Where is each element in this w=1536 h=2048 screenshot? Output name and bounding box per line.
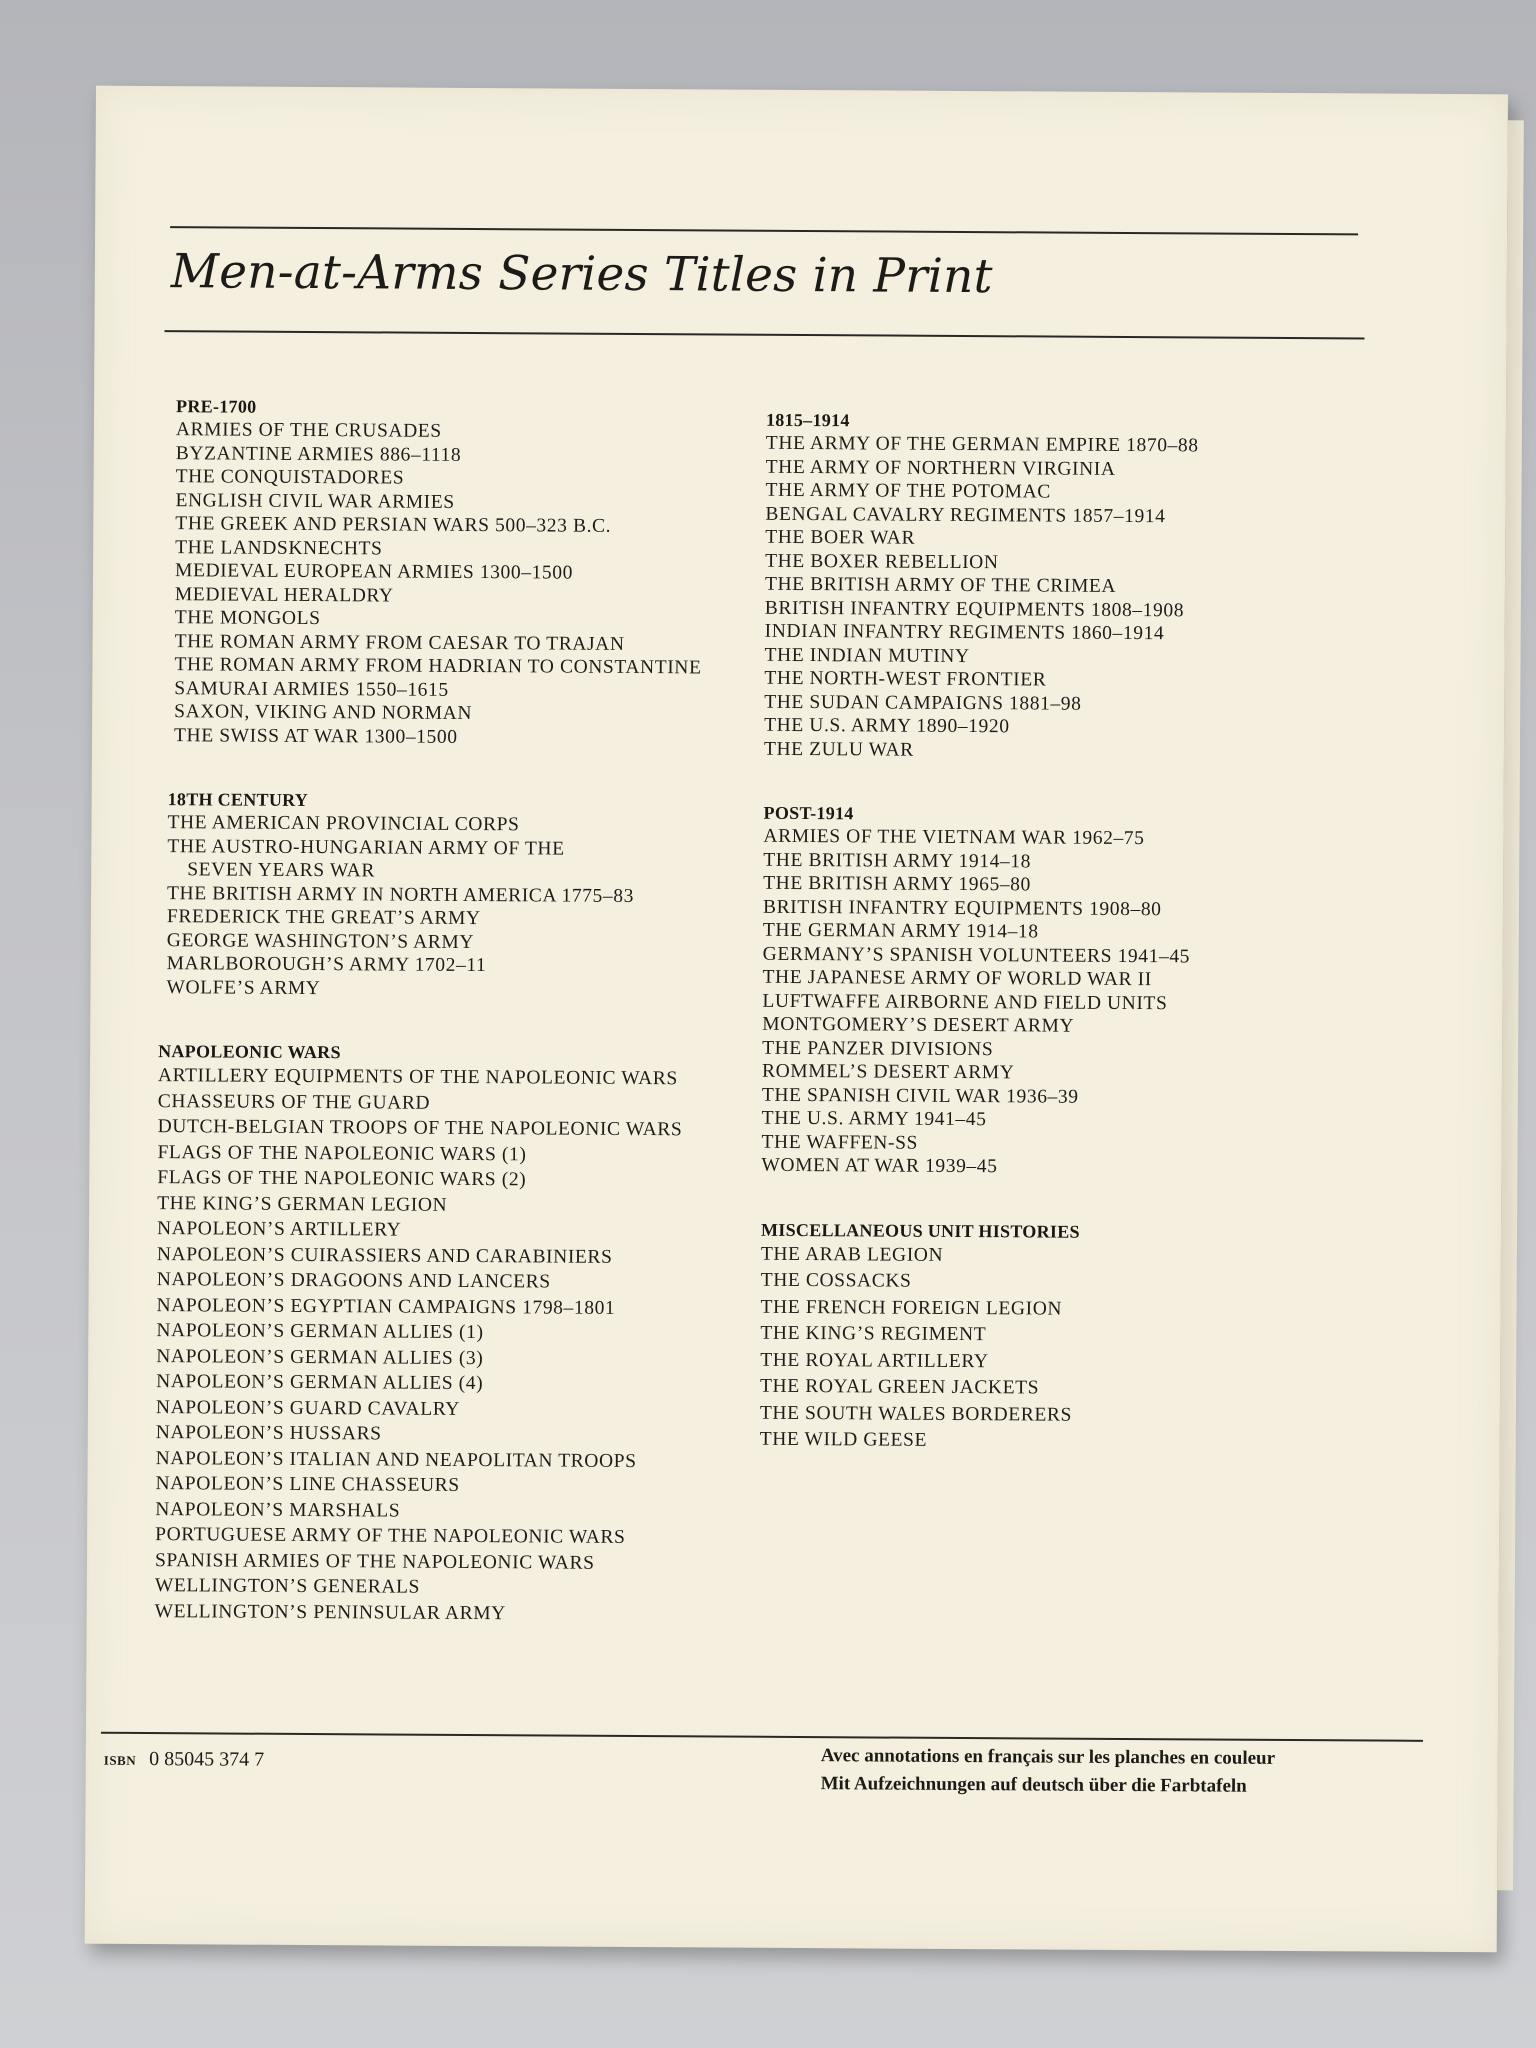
book-title: ARMIES OF THE CRUSADES (175, 419, 442, 442)
book-title: GERMANY’S SPANISH VOLUNTEERS 1941–45 (762, 943, 1191, 967)
book-title: THE MONGOLS (174, 607, 321, 630)
book-title: PORTUGUESE ARMY OF THE NAPOLEONIC WARS (155, 1524, 626, 1548)
language-notes (821, 1742, 1276, 1801)
book-back-cover (85, 86, 1508, 1953)
footer-rule (101, 1732, 1423, 1742)
title-list (761, 825, 1303, 1181)
book-title: THE WILD GEESE (759, 1428, 928, 1451)
book-title: NAPOLEON’S GERMAN ALLIES (1) (156, 1320, 484, 1344)
book-title: THE CONQUISTADORES (175, 466, 405, 489)
book-title: THE NORTH-WEST FRONTIER (764, 667, 1047, 691)
isbn-label: ISBN (103, 1752, 137, 1768)
book-title: NAPOLEON’S EGYPTIAN CAMPAIGNS 1798–1801 (156, 1294, 616, 1319)
title-list (155, 1063, 750, 1628)
isbn-number: 0 85045 374 7 (149, 1748, 265, 1771)
book-title: THE ROYAL GREEN JACKETS (760, 1375, 1040, 1399)
title-list (764, 432, 1306, 764)
book-title: ENGLISH CIVIL WAR ARMIES (175, 489, 455, 513)
book-title: THE JAPANESE ARMY OF WORLD WAR II (762, 966, 1152, 991)
title-list (760, 1241, 1301, 1456)
book-title: FLAGS OF THE NAPOLEONIC WARS (1) (157, 1141, 527, 1165)
book-title: THE ROMAN ARMY FROM CAESAR TO TRAJAN (174, 630, 625, 655)
section-napoleonic-wars (107, 1041, 751, 1628)
book-title: WELLINGTON’S GENERALS (154, 1575, 421, 1598)
book-title: THE SUDAN CAMPAIGNS 1881–98 (764, 691, 1082, 715)
book-title: THE ARAB LEGION (760, 1243, 944, 1266)
book-title: NAPOLEON’S GERMAN ALLIES (3) (156, 1345, 484, 1369)
top-rule (170, 226, 1358, 235)
book-title: THE SPANISH CIVIL WAR 1936–39 (761, 1084, 1079, 1108)
book-title: THE BRITISH ARMY 1965–80 (763, 872, 1031, 896)
section-1815-1914 (764, 410, 1306, 764)
book-title: NAPOLEON’S HUSSARS (155, 1422, 382, 1445)
book-title: THE ARMY OF NORTHERN VIRGINIA (765, 456, 1116, 480)
book-title: SAXON, VIKING AND NORMAN (174, 701, 473, 724)
book-title: MEDIEVAL HERALDRY (174, 583, 394, 607)
book-title: ARTILLERY EQUIPMENTS OF THE NAPOLEONIC WARS (157, 1065, 678, 1090)
section-heading: POST-1914 (763, 802, 854, 824)
book-title: THE AUSTRO-HUNGARIAN ARMY OF THE (167, 835, 565, 860)
section-heading: NAPOLEONIC WARS (158, 1041, 341, 1063)
book-title: LUFTWAFFE AIRBORNE AND FIELD UNITS (762, 990, 1168, 1014)
book-title: SEVEN YEARS WAR (187, 859, 376, 882)
book-title: NAPOLEON’S ITALIAN AND NEAPOLITAN TROOPS (155, 1447, 637, 1472)
book-title: THE PANZER DIVISIONS (762, 1037, 994, 1060)
book-title: FREDERICK THE GREAT’S ARMY (166, 906, 481, 930)
section-heading: PRE-1700 (175, 396, 257, 417)
left-column (106, 396, 754, 1670)
book-title: THE GERMAN ARMY 1914–18 (762, 919, 1039, 943)
book-title: THE COSSACKS (760, 1269, 912, 1292)
note-german: Mit Aufzeichnungen auf deutsch über die Farbtafeln (820, 1773, 1247, 1797)
isbn (104, 1748, 264, 1772)
book-title: THE SWISS AT WAR 1300–1500 (173, 724, 458, 748)
book-title: THE AMERICAN PROVINCIAL CORPS (167, 812, 520, 836)
book-title: INDIAN INFANTRY REGIMENTS 1860–1914 (764, 620, 1165, 645)
right-column (759, 410, 1306, 1499)
book-title: THE INDIAN MUTINY (764, 644, 970, 667)
book-title: MONTGOMERY’S DESERT ARMY (762, 1013, 1075, 1037)
book-title: NAPOLEON’S ARTILLERY (156, 1218, 402, 1241)
book-title: THE KING’S GERMAN LEGION (157, 1192, 448, 1216)
book-title: FLAGS OF THE NAPOLEONIC WARS (2) (157, 1167, 527, 1191)
title-rule (165, 330, 1365, 339)
book-title: NAPOLEON’S DRAGOONS AND LANCERS (156, 1269, 551, 1293)
section-heading: 18TH CENTURY (167, 789, 309, 810)
book-title: THE ZULU WAR (763, 738, 914, 761)
book-title: THE BRITISH ARMY OF THE CRIMEA (764, 573, 1117, 597)
book-title: WOMEN AT WAR 1939–45 (761, 1154, 998, 1178)
book-title: NAPOLEON’S MARSHALS (155, 1498, 401, 1522)
book-title: THE ROYAL ARTILLERY (760, 1349, 989, 1372)
book-title: NAPOLEON’S GERMAN ALLIES (4) (156, 1371, 484, 1395)
book-title: BENGAL CAVALRY REGIMENTS 1857–1914 (765, 503, 1166, 527)
book-title: NAPOLEON’S GUARD CAVALRY (155, 1396, 461, 1420)
book-title: THE BRITISH ARMY IN NORTH AMERICA 1775–83 (167, 882, 635, 907)
book-title: THE BOXER REBELLION (765, 550, 999, 573)
section-heading: 1815–1914 (765, 409, 850, 431)
book-title: THE U.S. ARMY 1890–1920 (764, 714, 1010, 738)
book-title: CHASSEURS OF THE GUARD (157, 1090, 431, 1114)
book-title: NAPOLEON’S CUIRASSIERS AND CARABINIERS (156, 1243, 613, 1268)
book-title: WELLINGTON’S PENINSULAR ARMY (154, 1600, 506, 1624)
book-title: WOLFE’S ARMY (166, 976, 321, 999)
book-title: ROMMEL’S DESERT ARMY (761, 1060, 1015, 1084)
section-pre-1700 (112, 396, 754, 751)
book-title: SPANISH ARMIES OF THE NAPOLEONIC WARS (154, 1549, 595, 1574)
book-title: MARLBOROUGH’S ARMY 1702–11 (166, 953, 487, 977)
book-title: THE ARMY OF THE POTOMAC (765, 479, 1052, 503)
book-title: ARMIES OF THE VIETNAM WAR 1962–75 (763, 825, 1145, 850)
book-title: THE FRENCH FOREIGN LEGION (760, 1296, 1063, 1320)
book-title: THE KING’S REGIMENT (760, 1322, 987, 1346)
note-french: Avec annotations en français sur les planches en couleur (820, 1745, 1276, 1769)
book-title: BRITISH INFANTRY EQUIPMENTS 1908–80 (762, 896, 1162, 920)
book-title: MEDIEVAL EUROPEAN ARMIES 1300–1500 (174, 560, 574, 584)
book-title: THE ARMY OF THE GERMAN EMPIRE 1870–88 (765, 432, 1199, 457)
book-title: THE BOER WAR (765, 526, 916, 549)
book-title: THE U.S. ARMY 1941–45 (761, 1107, 987, 1131)
section-post-1914 (761, 803, 1303, 1181)
book-title: DUTCH-BELGIAN TROOPS OF THE NAPOLEONIC WARS (157, 1116, 683, 1141)
book-title: THE BRITISH ARMY 1914–18 (763, 849, 1032, 872)
book-title: GEORGE WASHINGTON’S ARMY (166, 929, 475, 953)
book-title: THE LANDSKNECHTS (175, 536, 383, 559)
book-title: THE ROMAN ARMY FROM HADRIAN TO CONSTANTINE (174, 654, 702, 679)
book-title: THE WAFFEN-SS (761, 1131, 919, 1154)
book-title: BRITISH INFANTRY EQUIPMENTS 1808–1908 (764, 597, 1185, 621)
book-title: NAPOLEON’S LINE CHASSEURS (155, 1473, 460, 1496)
book-title: THE SOUTH WALES BORDERERS (759, 1402, 1073, 1426)
page-title: Men-at-Arms Series Titles in Print (170, 244, 993, 305)
section-heading: MISCELLANEOUS UNIT HISTORIES (760, 1219, 1080, 1242)
book-title: SAMURAI ARMIES 1550–1615 (174, 677, 449, 701)
title-list (174, 418, 754, 751)
section-misc-unit-histories (760, 1219, 1301, 1456)
section-18th-century (110, 789, 751, 1003)
title-list (166, 811, 751, 1003)
book-title: BYZANTINE ARMIES 886–1118 (175, 442, 462, 466)
book-title: THE GREEK AND PERSIAN WARS 500–323 B.C. (175, 513, 612, 537)
